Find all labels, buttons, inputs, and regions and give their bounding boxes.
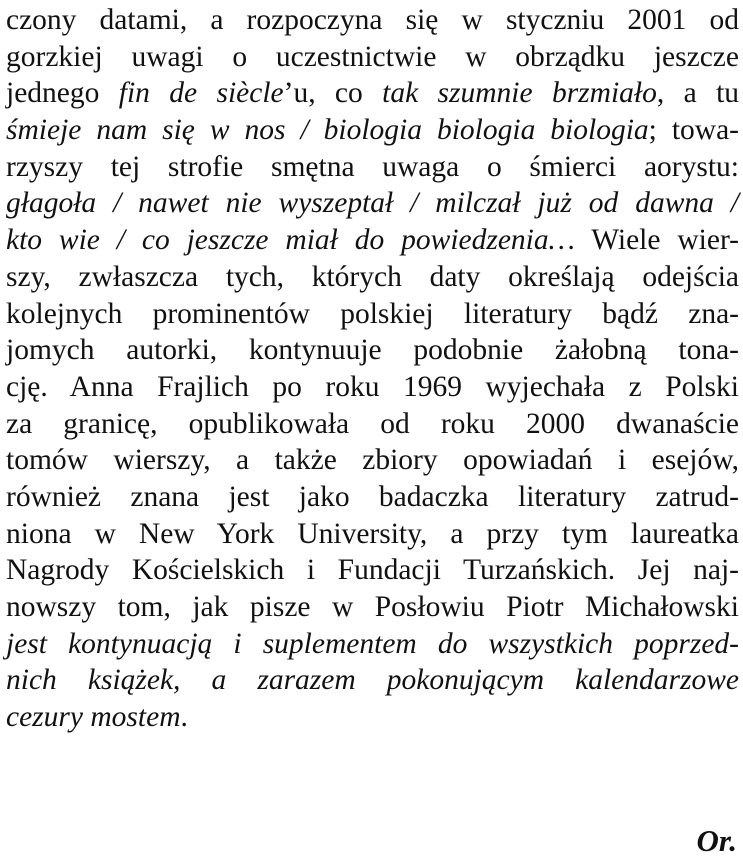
text-segment: cję. Anna Frajlich po roku 1969 wyjechała z Polski	[6, 370, 739, 403]
italic-quote: fin de siècle	[118, 77, 284, 110]
text-line	[6, 296, 739, 333]
text-segment: nowszy tom, jak pisze w Posłowiu Piotr Michałowski	[6, 591, 739, 623]
author-signature: Or.	[696, 823, 737, 858]
text-segment: czony datami, a rozpoczyna się w styczniu 2001 od	[6, 4, 739, 36]
text-line	[6, 369, 739, 406]
text-segment: tomów wierszy, a także zbiory opowiadań i esejów,	[6, 444, 739, 477]
text-line	[6, 699, 739, 736]
text-segment: ’u, co	[283, 77, 383, 110]
text-line	[6, 589, 739, 626]
italic-quote: jest kontynuacją i suplementem do wszystkich poprzed-	[6, 627, 739, 660]
text-line	[6, 149, 739, 186]
text-line	[6, 516, 739, 553]
text-segment: gorzkiej uwagi o uczestnictwie w obrządku jeszcze	[6, 40, 739, 73]
article-body	[6, 2, 739, 736]
italic-quote: kto wie / co jeszcze miał do powiedzenia…	[6, 224, 575, 257]
text-segment: rzyszy tej strofie smętna uwaga o śmierci aorystu:	[6, 150, 739, 183]
text-line	[6, 332, 739, 369]
text-segment: kolejnych prominentów polskiej literatury bądź zna-	[6, 297, 739, 330]
text-line	[6, 39, 739, 76]
text-segment: również znana jest jako badaczka literatury zatrud-	[6, 480, 739, 513]
text-segment: jednego	[6, 77, 119, 110]
text-segment: niona w New York University, a przy tym laureatka	[6, 517, 739, 550]
italic-quote: głagoła / nawet nie wyszeptał / milczał już od dawna /	[6, 187, 739, 220]
text-line	[6, 112, 739, 149]
text-segment: jomych autorki, kontynuuje podobnie żałobną tona-	[6, 334, 739, 367]
text-line	[6, 222, 739, 259]
text-line	[6, 75, 739, 112]
text-segment: Nagrody Kościelskich i Fundacji Turzańskich. Jej naj-	[6, 554, 739, 587]
text-segment: za granicę, opublikowała od roku 2000 dwanaście	[6, 407, 739, 440]
text-line	[6, 442, 739, 479]
text-segment: szy, zwłaszcza tych, których daty określają odejścia	[6, 260, 739, 293]
text-line	[6, 662, 739, 699]
italic-quote: cezury mostem	[6, 701, 181, 734]
text-segment: Wiele wier-	[574, 224, 739, 257]
text-segment: ; towa-	[648, 114, 739, 147]
text-line	[6, 626, 739, 663]
text-line	[6, 2, 739, 39]
text-line	[6, 552, 739, 589]
text-line	[6, 185, 739, 222]
text-line	[6, 479, 739, 516]
text-line	[6, 259, 739, 296]
text-segment: , a tu	[656, 77, 740, 110]
text-segment: .	[180, 701, 188, 734]
italic-quote: tak szumnie brzmiało	[382, 77, 657, 110]
text-line	[6, 406, 739, 443]
italic-quote: nich książek, a zarazem pokonującym kalendarzowe	[6, 664, 739, 697]
italic-quote: śmieje nam się w nos / biologia biologia biologia	[6, 114, 649, 147]
